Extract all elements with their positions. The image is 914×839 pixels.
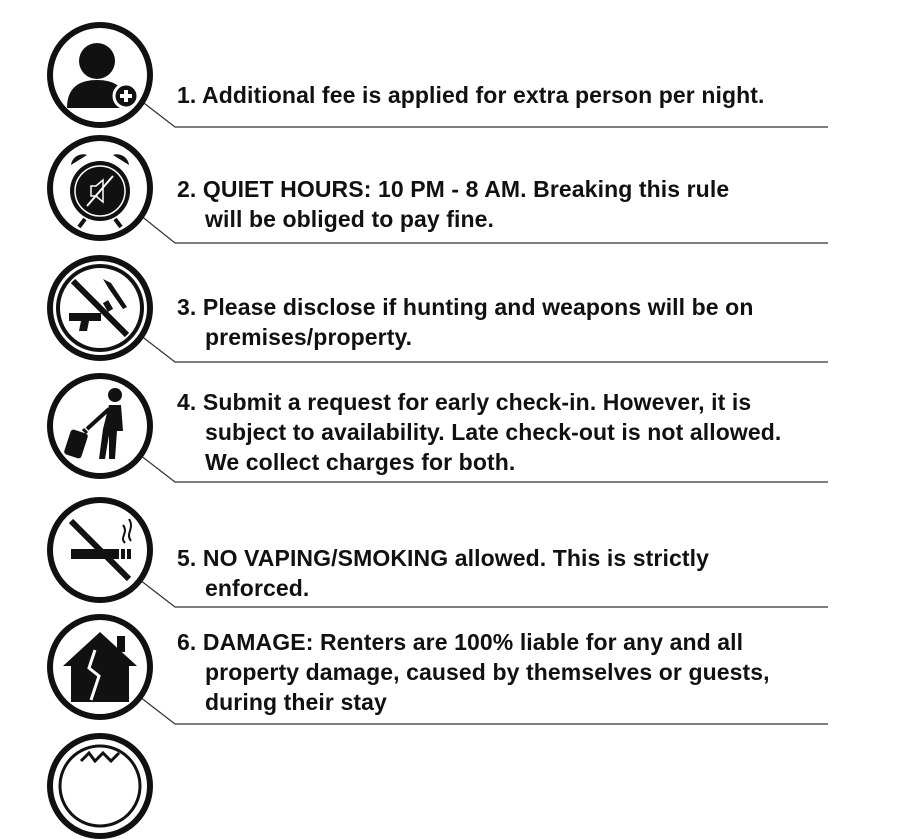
no-weapons-icon <box>47 255 153 361</box>
rule-3-line-2: premises/property. <box>205 324 413 350</box>
rule-1-line-1: 1. Additional fee is applied for extra person per night. <box>177 82 765 108</box>
traveler-luggage-icon <box>47 373 153 479</box>
rule-5-line-1: 5. NO VAPING/SMOKING allowed. This is strictly <box>177 545 710 571</box>
rule-4-line-1: 4. Submit a request for early check-in. However, it is <box>177 389 752 415</box>
muted-alarm-clock-icon <box>47 135 153 241</box>
rule-6-line-3: during their stay <box>205 689 387 715</box>
rule-3-line-1: 3. Please disclose if hunting and weapons will be on <box>177 294 754 320</box>
partial-rule-icon <box>47 733 153 839</box>
rule-2-line-1: 2. QUIET HOURS: 10 PM - 8 AM. Breaking this rule <box>177 176 730 202</box>
rule-4-line-2: subject to availability. Late check-out is not allowed. <box>205 419 782 445</box>
rule-6-line-2: property damage, caused by themselves or guests, <box>205 659 770 685</box>
add-person-icon <box>47 22 153 128</box>
rule-5-line-2: enforced. <box>205 575 310 601</box>
rule-4-line-3: We collect charges for both. <box>205 449 516 475</box>
rule-2-line-2: will be obliged to pay fine. <box>205 206 495 232</box>
rule-6-line-1: 6. DAMAGE: Renters are 100% liable for any and all <box>177 629 744 655</box>
no-smoking-icon <box>47 497 153 603</box>
damaged-house-icon <box>47 614 153 720</box>
